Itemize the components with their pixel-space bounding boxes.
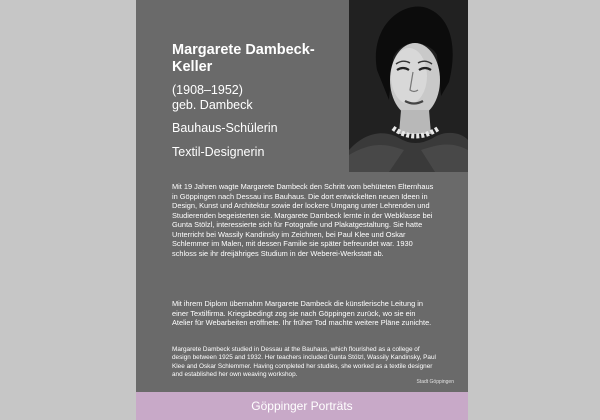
role-bauhaus: Bauhaus-Schülerin	[172, 121, 278, 135]
role-textile: Textil-Designerin	[172, 144, 265, 159]
biography-paragraph-1: Mit 19 Jahren wagte Margarete Dambeck den Schritt vom behüteten Elternhaus in Göppingen nach Dessau ins Bauhaus. Die dort entwickelten neuen Ideen in Design, Kunst und Architektur sowie der lockere Umgang unter Lehrenden und Studierenden begeisterten sie. Margarete Dambeck lernte in der Webklasse bei Gunta Stölzl, interessierte sich für Fotografie und Plakatgestaltung. Sie hatte Unterricht bei Wassily Kandinsky im Zeichnen, bei Paul Klee und Oskar Schlemmer im Malen, mit dessen Familie sie später befreundet war. 1930 schloss sie ihr dreijähriges Studium in der Weberei-Werkstatt ab.	[172, 182, 434, 258]
photo-credit: Stadt Göppingen	[416, 379, 454, 385]
biography-paragraph-2: Mit ihrem Diplom übernahm Margarete Dambeck die künstlerische Leitung in einer Textilfirma. Kriegsbedingt zog sie nach Göppingen zurück, wo sie ein Atelier für Webarbeiten eröffnete. Ihr früher Tod machte weitere Pläne zunichte.	[172, 299, 432, 328]
portrait-panel	[136, 0, 468, 420]
person-details	[172, 83, 352, 159]
footer-title: Göppinger Porträts	[251, 399, 353, 413]
english-summary: Margarete Dambeck studied in Dessau at the Bauhaus, which flourished as a college of design between 1925 and 1932. Her teachers included Gunta Stölzl, Wassily Kandinsky, Paul Klee and Oskar Schlemmer. Having completed her studies, she worked as a textile designer and established her own weaving workshop.	[172, 346, 436, 379]
birth-name: geb. Dambeck	[172, 97, 253, 112]
life-years: (1908–1952)	[172, 83, 243, 97]
portrait-photo	[349, 0, 468, 172]
person-name: Margarete Dambeck-Keller	[172, 42, 315, 75]
footer-banner	[136, 392, 468, 420]
